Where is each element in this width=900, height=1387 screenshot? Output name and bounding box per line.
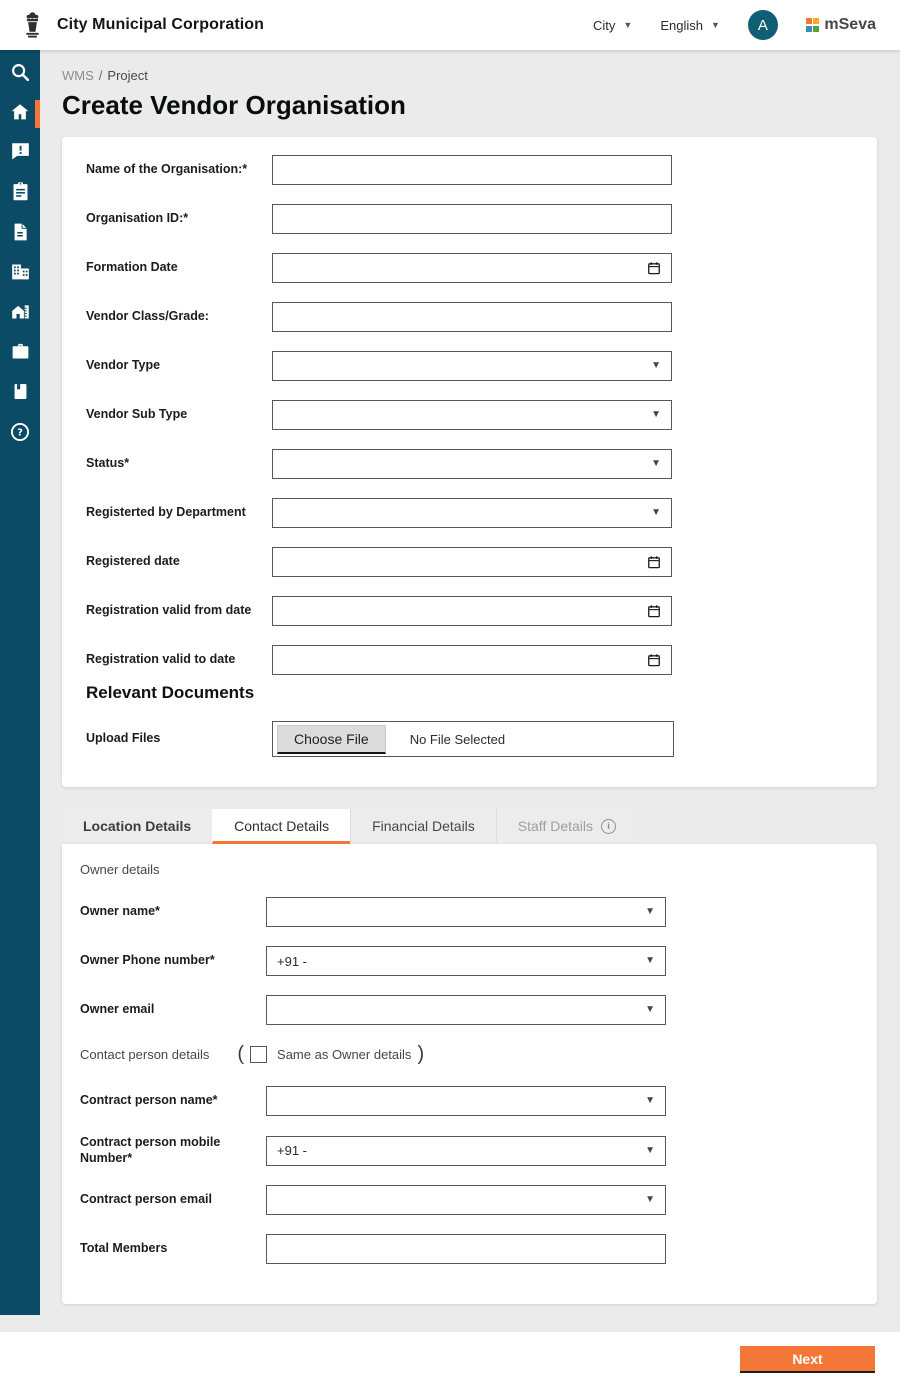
header-right [593,10,876,40]
form-row [86,351,853,381]
organisation-name-input[interactable] [272,155,672,185]
home-icon [9,101,31,128]
calendar-icon [647,653,661,667]
form-row [86,253,853,283]
tab-financial-details[interactable]: Financial Details [350,809,496,844]
chevron-down-icon: ▼ [651,458,661,469]
building-icon [10,261,31,287]
field-label: Owner Phone number* [80,953,215,968]
form-row [80,1135,853,1166]
formation-date-input[interactable] [272,253,672,283]
field-label: Status* [86,456,130,471]
chevron-down-icon: ▼ [623,19,633,30]
sidebar-item-complaints[interactable] [0,142,40,166]
open-paren: ( [237,1043,245,1065]
organisation-id-input[interactable] [272,204,672,234]
page-shell [0,50,900,1332]
same-as-owner-label: Same as Owner details [277,1046,412,1062]
chevron-down-icon: ▼ [645,1095,655,1106]
sidebar-item-reports[interactable] [0,382,40,406]
national-emblem-icon [22,11,43,40]
clipboard-icon [10,181,31,207]
registration-valid-to-date-input[interactable] [272,645,672,675]
field-label: Total Members [80,1241,168,1256]
language-menu[interactable] [660,18,720,33]
vendor-type-select[interactable] [272,351,672,381]
next-button[interactable]: Next [740,1346,875,1373]
registration-valid-from-date-input[interactable] [272,596,672,626]
calendar-icon [647,604,661,618]
upload-row [86,721,853,757]
details-tabbar [62,809,637,844]
contact-person-section-label: Contact person details [80,1046,210,1062]
chevron-down-icon: ▼ [645,906,655,917]
field-label: Registration valid to date [86,652,236,667]
mseva-logo-text: mSeva [824,16,876,33]
field-label: Owner name* [80,904,160,919]
field-label: Registerted by Department [86,505,246,520]
field-label: Registration valid from date [86,603,252,618]
chevron-down-icon: ▼ [645,1144,655,1156]
select-value: +91 - [277,953,307,969]
search-icon [9,61,31,88]
chevron-down-icon: ▼ [710,19,720,30]
owner-phone-select[interactable] [266,946,666,976]
city-menu-label: City [593,17,616,33]
chevron-down-icon: ▼ [645,1194,655,1206]
field-label: Upload Files [86,731,161,746]
help-icon [9,421,31,448]
form-row [80,1086,853,1116]
field-label: Contract person mobile Number* [80,1135,221,1165]
form-row [86,645,853,675]
relevant-documents-heading: Relevant Documents [86,683,255,702]
vendor-form-card [62,137,877,787]
upload-status-text: No File Selected [409,731,506,747]
form-row [86,498,853,528]
user-avatar[interactable]: A [748,10,778,40]
field-label: Organisation ID:* [86,211,189,226]
tab-staff-details-label: Staff Details [517,818,594,834]
sidebar-item-property[interactable] [0,302,40,326]
info-icon: i [601,819,616,834]
sidebar-item-search[interactable] [0,62,40,86]
field-label: Registered date [86,554,180,569]
select-value: +91 - [277,1143,307,1159]
main-content [40,50,900,1304]
field-label: Vendor Sub Type [86,407,188,422]
form-row [80,897,853,927]
field-label: Name of the Organisation:* [86,162,248,177]
breadcrumb-current[interactable]: Project [107,68,148,83]
svg-text:?: ? [17,427,23,439]
form-row [80,1185,853,1215]
mseva-logo-icon [806,18,820,32]
form-row [86,302,853,332]
city-menu[interactable] [593,18,632,33]
form-row [86,449,853,479]
vendor-sub-type-select[interactable] [272,400,672,430]
tab-contact-details[interactable]: Contact Details [212,809,350,844]
contract-person-mobile-select[interactable] [266,1136,666,1166]
file-upload-field[interactable] [272,721,674,757]
mseva-logo [806,16,876,34]
app-header [0,0,900,50]
form-row [86,596,853,626]
sidebar-item-help[interactable] [0,422,40,446]
breadcrumb-root[interactable]: WMS [62,68,94,83]
field-label: Contract person name* [80,1093,218,1108]
chevron-down-icon: ▼ [645,1004,655,1015]
briefcase-icon [10,341,31,367]
field-label: Formation Date [86,260,178,275]
breadcrumb [62,68,877,83]
tab-staff-details[interactable] [496,809,637,844]
action-bar [0,1332,900,1387]
document-icon [10,222,30,247]
sidebar-item-documents[interactable] [0,222,40,246]
chevron-down-icon: ▼ [651,360,661,371]
contract-person-name-select[interactable] [266,1086,666,1116]
chevron-down-icon: ▼ [651,409,661,420]
house-ruler-icon [10,301,31,327]
registered-date-input[interactable] [272,547,672,577]
owner-details-section-label: Owner details [80,862,160,877]
form-row [86,204,853,234]
contact-details-card [62,844,877,1304]
form-row [80,946,853,976]
tab-location-details[interactable]: Location Details [83,818,192,834]
sidebar [0,50,40,1315]
vendor-class-grade-input[interactable] [272,302,672,332]
owner-email-select[interactable] [266,995,666,1025]
field-label: Owner email [80,1002,155,1017]
form-row [86,400,853,430]
breadcrumb-separator: / [98,68,103,83]
sidebar-item-worklist[interactable] [0,182,40,206]
chevron-down-icon: ▼ [651,507,661,518]
choose-file-button[interactable]: Choose File [277,725,386,754]
calendar-icon [647,555,661,569]
sidebar-item-home[interactable] [0,102,40,126]
total-members-input[interactable] [266,1234,666,1264]
sidebar-item-jobs[interactable] [0,342,40,366]
page-title: Create Vendor Organisation [62,90,406,120]
calendar-icon [647,261,661,275]
language-menu-label: English [660,17,703,33]
form-row [80,1234,853,1264]
form-row [86,547,853,577]
field-label: Contract person email [80,1192,212,1207]
sidebar-item-organisation[interactable] [0,262,40,286]
owner-name-select[interactable] [266,897,666,927]
notebook-icon [11,382,30,406]
field-label: Vendor Type [86,358,161,373]
registered-by-department-select[interactable] [272,498,672,528]
form-row [86,155,853,185]
field-label: Vendor Class/Grade: [86,309,209,324]
chevron-down-icon: ▼ [645,955,655,966]
form-row [80,995,853,1025]
org-title: City Municipal Corporation [57,16,265,33]
active-indicator [35,100,40,128]
same-as-owner-checkbox[interactable] [250,1046,267,1063]
complaint-icon [10,141,31,167]
status-select[interactable] [272,449,672,479]
contact-person-section-row [80,1044,853,1064]
close-paren: ) [417,1043,425,1065]
contract-person-email-select[interactable] [266,1185,666,1215]
